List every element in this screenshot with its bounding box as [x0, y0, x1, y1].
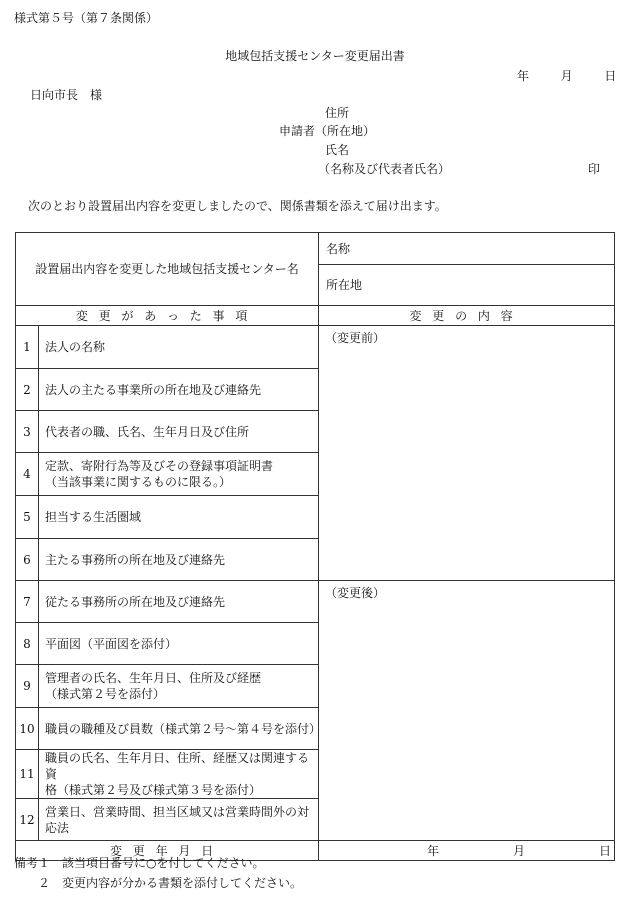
change-date-month: 月 [513, 843, 526, 858]
applicant-label: 申請者（所在地） [279, 124, 376, 138]
item-text [39, 453, 319, 496]
center-name-field[interactable]: 名称 [319, 233, 615, 265]
date-day-label: 日 [604, 69, 617, 83]
item-text-line: （当該事業に関するものに限る。） [45, 475, 232, 489]
item-number: 6 [16, 539, 39, 581]
applicant-address-label: 住所 [325, 106, 350, 120]
item-number: 12 [16, 799, 39, 841]
change-date-year: 年 [427, 843, 440, 858]
change-table [15, 232, 615, 861]
document-title: 地域包括支援センター変更届出書 [225, 49, 405, 63]
form-number: 様式第５号（第７条関係） [14, 11, 159, 25]
item-number: 3 [16, 411, 39, 453]
date-month-label: 月 [560, 69, 573, 83]
item-text: 平面図（平面図を添付） [39, 623, 319, 665]
item-text: 担当する生活圏域 [39, 496, 319, 539]
addressee: 日向市長 様 [30, 88, 103, 102]
item-text: 営業日、営業時間、担当区域又は営業時間外の対応法 [39, 799, 319, 841]
change-date-label: 変更年月日 [16, 841, 319, 861]
item-number: 7 [16, 581, 39, 623]
item-text: 法人の名称 [39, 326, 319, 369]
col-header-content: 変更の内容 [319, 306, 615, 326]
applicant-name-sub: （名称及び代表者氏名） [318, 162, 451, 176]
item-text-line: 管理者の氏名、生年月日、住所及び経歴 [45, 671, 262, 685]
item-number: 10 [16, 708, 39, 750]
applicant-name-label: 氏名 [325, 143, 350, 157]
item-text: 従たる事務所の所在地及び連絡先 [39, 581, 319, 623]
item-text: 法人の主たる事業所の所在地及び連絡先 [39, 369, 319, 411]
item-number: 8 [16, 623, 39, 665]
change-date-day: 日 [599, 843, 612, 858]
seal-mark: 印 [588, 162, 601, 176]
after-content-field[interactable]: （変更後） [319, 581, 615, 841]
item-text: 主たる事務所の所在地及び連絡先 [39, 539, 319, 581]
item-text [39, 665, 319, 708]
item-text-line: 職員の氏名、生年月日、住所、経歴又は関連する資 [45, 751, 310, 781]
center-location-field[interactable]: 所在地 [319, 265, 615, 306]
item-number: 4 [16, 453, 39, 496]
item-text-line: 格（様式第２号及び様式第３号を添付） [45, 783, 262, 797]
item-number: 5 [16, 496, 39, 539]
item-text-line: 定款、寄附行為等及びその登録事項証明書 [45, 459, 274, 473]
change-date-field[interactable] [319, 841, 615, 861]
item-text-line: （様式第２号を添付） [45, 687, 166, 701]
item-number: 2 [16, 369, 39, 411]
intro-text: 次のとおり設置届出内容を変更しましたので、関係書類を添えて届け出ます。 [28, 199, 447, 213]
center-name-label: 設置届出内容を変更した地域包括支援センター名 [16, 233, 319, 306]
item-text: 職員の職種及び員数（様式第２号～第４号を添付） [39, 708, 319, 750]
submission-date [517, 69, 616, 83]
col-header-items: 変更があった事項 [16, 306, 319, 326]
note-2: ２ 変更内容が分かる書類を添付してください。 [38, 876, 303, 890]
note-1: 備考１ 該当項目番号に○を付してください。 [14, 856, 265, 870]
date-year-label: 年 [517, 69, 530, 83]
item-text [39, 750, 319, 799]
before-content-field[interactable]: （変更前） [319, 326, 615, 581]
item-text: 代表者の職、氏名、生年月日及び住所 [39, 411, 319, 453]
item-number: 1 [16, 326, 39, 369]
item-number: 9 [16, 665, 39, 708]
item-number: 11 [16, 750, 39, 799]
